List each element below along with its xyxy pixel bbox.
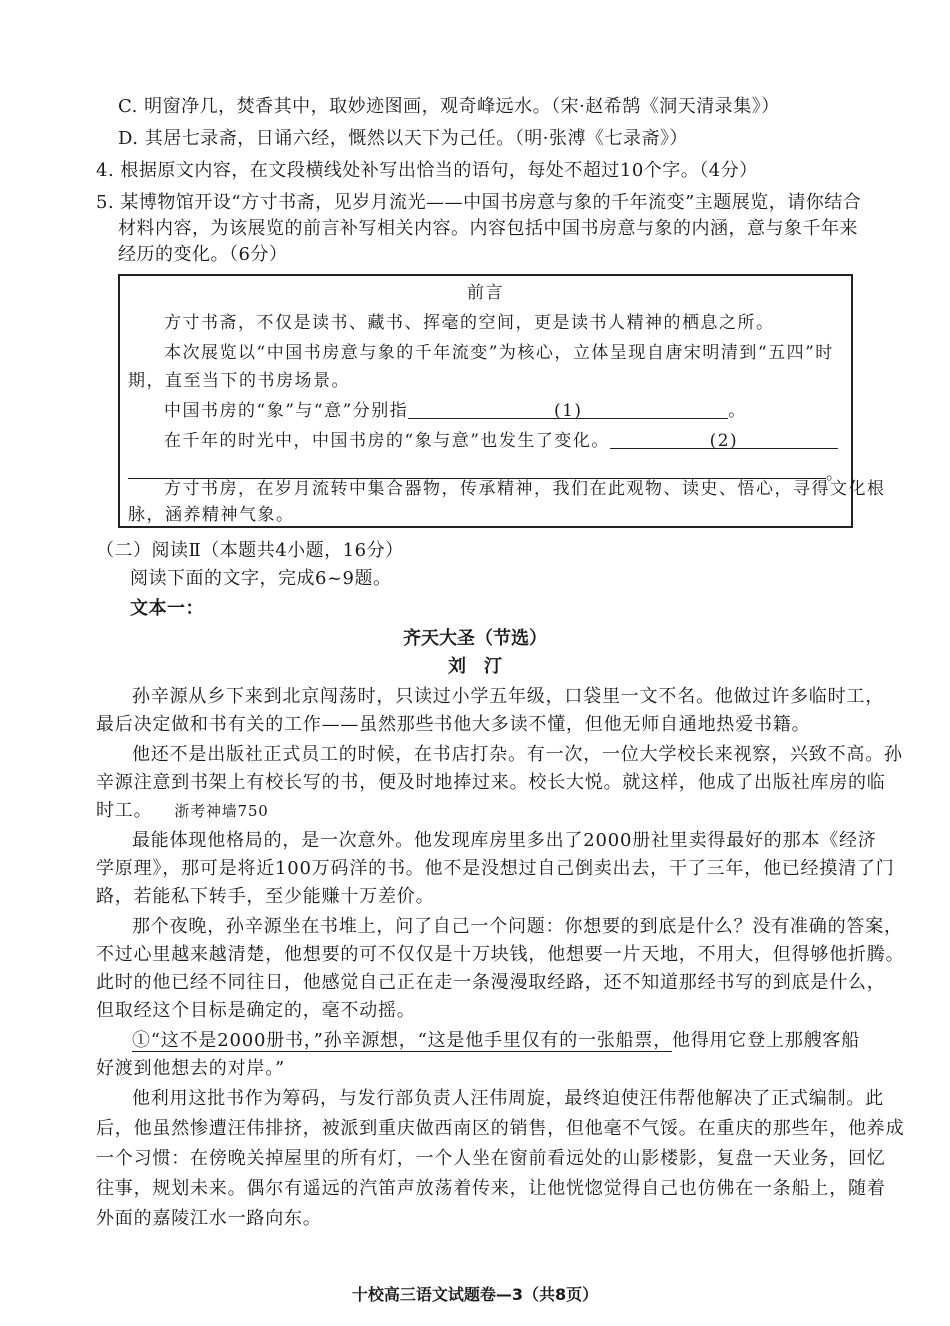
blank-2-end: 。 [826,464,845,484]
watermark-text: 浙考神墙750 [174,802,269,820]
article-p2-line2: 辛源注意到书架上有校长写的书，便及时地捧过来。校长大悦。就这样，他成了出版社库房的临 [96,772,886,793]
q3-option-d: D. 其居七录斋，日诵六经，慨然以天下为己任。（明·张溥《七录斋》） [118,128,688,149]
question-4: 4. 根据原文内容，在文段横线处补写出恰当的语句，每处不超过10个字。（4分） [96,160,758,181]
article-p4-line4: 但取经这个目标是确定的，毫不动摇。 [96,1000,416,1021]
preface-title: 前言 [467,283,504,303]
blank-2-label: (2) [709,431,739,451]
blank-1-prefix: 中国书房的“象”与“意”分别指 [164,401,409,421]
blank-1-label: (1) [553,401,583,421]
preface-blank-1-row [164,398,747,424]
article-p4-line3: 此时的他已经不同往日，他感觉自己正在走一条漫漫取经路，还不知道那经书写的到底是什么， [96,972,886,993]
preface-paragraph-1: 方寸书斋，不仅是读书、藏书、挥毫的空间，更是读书人精神的栖息之所。 [164,313,775,333]
underlined-sentence-1: ①“这不是2000册书，”孙辛源想，“这是他手里仅有的一张船票， [132,1030,673,1051]
blank-2-prefix: 在千年的时光中，中国书房的“象与意”也发生了变化。 [164,431,610,451]
article-p6-line1: 他利用这批书作为筹码，与发行部负责人汪伟周旋，最终迫使汪伟帮他解决了正式编制。此 [132,1088,884,1109]
article-p3-line1: 最能体现他格局的，是一次意外。他发现库房里多出了2000册社里卖得最好的那本《经济 [132,830,877,851]
section-2-heading: （二）阅读Ⅱ（本题共4小题，16分） [96,540,404,561]
article-p5-line1-rest: 他得用它登上那艘客船 [672,1030,861,1051]
preface-paragraph-4-line2: 脉，涵养精神气象。 [128,505,295,525]
question-5-line2: 材料内容，为该展览的前言补写相关内容。内容包括中国书房意与象的内涵，意与象千年来 [118,218,858,239]
article-p5-line1 [132,1028,860,1054]
preface-paragraph-4-line1: 方寸书房，在岁月流转中集合器物，传承精神，我们在此观物、读史、悟心，寻得文化根 [164,479,886,499]
article-p5-line2: 好渡到他想去的对岸。” [96,1058,286,1079]
preface-box [118,274,886,528]
section-2-instruction: 阅读下面的文字，完成6~9题。 [130,568,392,589]
article-p1-line1: 孙辛源从乡下来到北京闯荡时，只读过小学五年级，口袋里一文不名。他做过许多临时工， [132,686,884,707]
article-p6-line3: 一个习惯：在傍晚关掉屋里的所有灯，一个人坐在窗前看远处的山影楼影，复盘一天业务，回忆 [96,1148,886,1169]
article-p4-line1: 那个夜晚，孙辛源坐在书堆上，问了自己一个问题：你想要的到底是什么？没有准确的答案， [132,916,903,937]
article-p1-line2: 最后决定做和书有关的工作——虽然那些书他大多读不懂，但他无师自通地热爱书籍。 [96,714,811,735]
article-p4-line2: 不过心里越来越清楚，他想要的可不仅仅是十万块钱，他想要一片天地，不用大，但得够他折腾。 [96,944,905,965]
q3-option-c: C. 明窗净几，焚香其中，取妙迹图画，观奇峰远水。（宋·赵希鹄《洞天清录集》） [118,96,780,117]
article-p6-line5: 外面的嘉陵江水一路向东。 [96,1208,322,1229]
article-p2-line3 [96,798,269,824]
blank-1-answer-line[interactable] [408,398,728,419]
text-one-label: 文本一： [130,598,204,619]
article-p6-line2: 后，他虽然惨遭汪伟排挤，被派到重庆做西南区的销售，但他毫不气馁。在重庆的那些年，他养成 [96,1118,905,1139]
article-p3-line3: 路，若能私下转手，至少能赚十万差价。 [96,886,435,907]
question-5-line1: 5. 某博物馆开设“方寸书斋，见岁月流光——中国书房意与象的千年流变”主题展览，请你结合 [96,192,862,213]
preface-paragraph-2-line2: 期，直至当下的书房场景。 [128,371,350,391]
question-5-line3: 经历的变化。（6分） [118,244,288,265]
page-footer: 十校高三语文试题卷—3（共8页） [351,1285,599,1304]
article-author: 刘 汀 [448,656,502,677]
article-p6-line4: 往事，规划未来。偶尔有遥远的汽笛声放荡着传来，让他恍惚觉得自己也仿佛在一条船上，随着 [96,1178,886,1199]
preface-paragraph-2-line1: 本次展览以“中国书房意与象的千年流变”为核心，立体呈现自唐宋明清到“五四”时 [164,343,834,363]
article-p2-line1: 他还不是出版社正式员工的时候，在书店打杂。有一次，一位大学校长来视察，兴致不高。孙 [132,744,903,765]
article-p2-line3-text: 时工。 [96,800,153,821]
blank-1-suffix: 。 [728,401,747,421]
article-p3-line2: 学原理》，那可是将近100万码洋的书。他不是没想过自己倒卖出去，干了三年，他已经摸清了门 [96,858,895,879]
blank-2-answer-line[interactable] [610,428,838,449]
article-title: 齐天大圣（节选） [403,628,547,649]
preface-blank-2-row [164,428,838,454]
